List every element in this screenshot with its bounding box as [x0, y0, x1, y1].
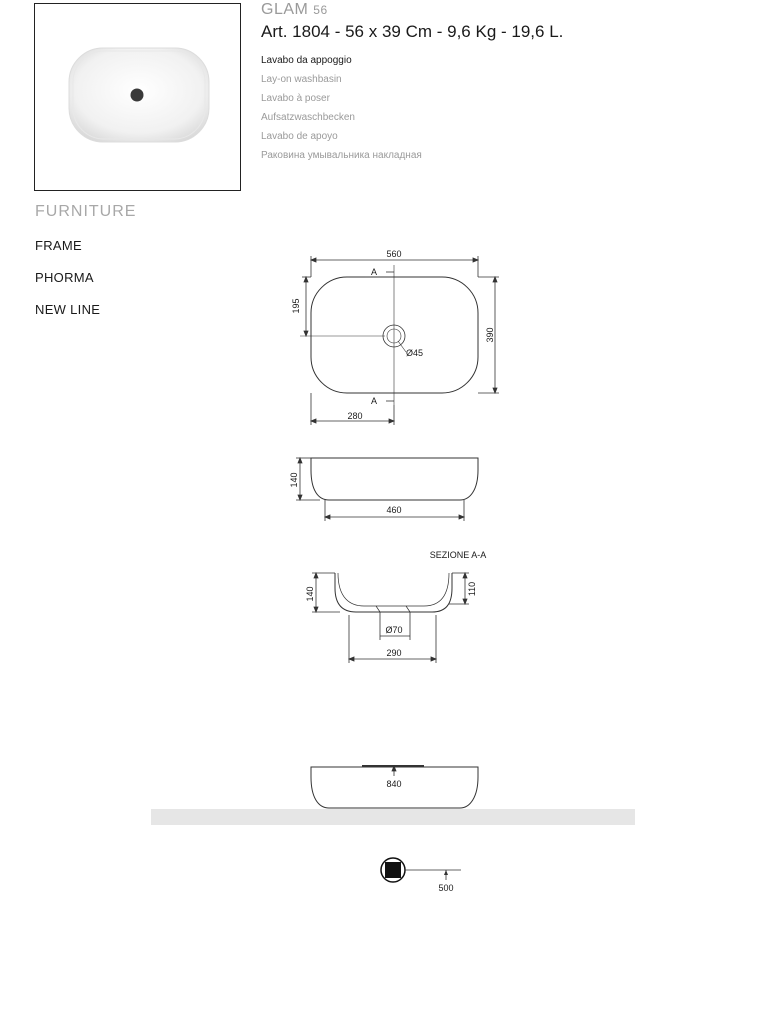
dim-top-half-width: 280 [347, 411, 363, 421]
countertop [151, 809, 635, 825]
top-view-outline [311, 277, 478, 393]
description-fr: Lavabo à poser [261, 93, 330, 104]
section-title: SEZIONE A-A [429, 550, 487, 560]
description-ru: Раковина умывальника накладная [261, 150, 422, 161]
side-view-outline [311, 458, 478, 500]
link-phorma[interactable]: PHORMA [35, 270, 94, 285]
product-size: 56 [313, 3, 328, 17]
section-mark-top: A [370, 267, 378, 277]
dim-top-half-height: 195 [291, 298, 301, 314]
furniture-title: FURNITURE [35, 203, 137, 220]
link-frame[interactable]: FRAME [35, 238, 82, 253]
link-new-line[interactable]: NEW LINE [35, 302, 101, 317]
dim-side-width: 460 [386, 505, 402, 515]
dim-install-offset: 500 [438, 883, 454, 893]
dim-section-height: 140 [305, 586, 315, 602]
dim-install-height: 840 [386, 779, 402, 789]
dim-top-drain: Ø45 [406, 348, 424, 358]
description-es: Lavabo de apoyo [261, 131, 338, 142]
dim-top-height: 390 [485, 327, 495, 343]
dim-section-base: 290 [386, 648, 402, 658]
wall-drain-symbol [381, 858, 461, 882]
description-it: Lavabo da appoggio [261, 55, 352, 66]
dim-top-width: 560 [386, 249, 402, 259]
article-specs: Art. 1804 - 56 x 39 Cm - 9,6 Kg - 19,6 L. [261, 22, 564, 41]
description-en: Lay-on washbasin [261, 74, 342, 85]
section-mark-bottom: A [370, 396, 378, 406]
description-de: Aufsatzwaschbecken [261, 112, 355, 123]
product-name-text: GLAM [261, 1, 309, 18]
top-view-drawing [300, 256, 499, 425]
dim-side-height: 140 [289, 472, 299, 488]
dim-section-drain: Ø70 [385, 625, 403, 635]
dim-section-depth: 110 [467, 581, 477, 597]
